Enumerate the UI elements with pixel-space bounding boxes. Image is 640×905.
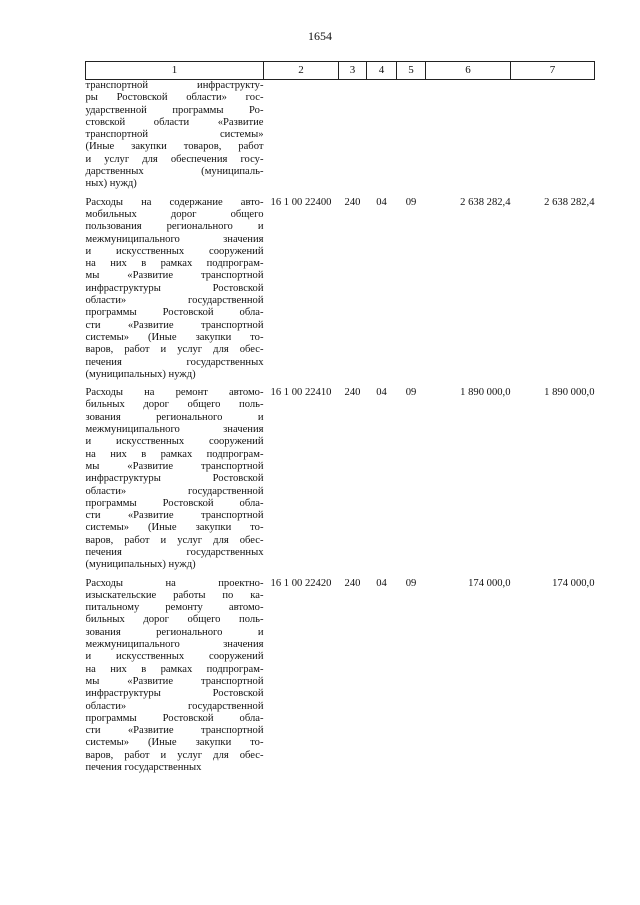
amount-total-cell <box>511 80 595 191</box>
expense-name-line: инфраструктуры Ростовской <box>85 282 264 294</box>
expense-name-line: сти «Развитие транспортной <box>85 725 264 737</box>
expense-name-line: на них в рамках подпрограм- <box>85 663 264 675</box>
amount-cell: 174 000,0 <box>468 577 511 589</box>
section-cell: 04 <box>376 387 387 399</box>
expense-name-line: системы» (Иные закупки то- <box>85 522 264 534</box>
expense-name-cell <box>86 381 264 571</box>
expense-name-line: транспортной инфраструкту- <box>85 80 264 91</box>
table-row <box>86 572 595 775</box>
header-col-1: 1 <box>86 62 264 80</box>
expense-name-line: пользования регионального и <box>85 221 264 233</box>
expense-name-line: мы «Развитие транспортной <box>85 270 264 282</box>
expense-name-line: (Иные закупки товаров, работ <box>85 141 264 153</box>
amount-cell: 1 890 000,0 <box>460 387 511 399</box>
header-col-3: 3 <box>339 62 367 80</box>
expense-name-line: программы Ростовской обла- <box>85 307 264 319</box>
subsection-cell: 09 <box>405 196 417 208</box>
expense-name-line: системы» (Иные закупки то- <box>85 737 264 749</box>
expense-name-line: (муниципальных) нужд) <box>85 368 196 380</box>
expense-name-line: транспортной системы» <box>85 129 264 141</box>
expense-name-line: стовской области «Развитие <box>85 116 264 128</box>
expense-name-line: (муниципальных) нужд) <box>85 559 196 571</box>
expense-name-line: программы Ростовской обла- <box>85 712 264 724</box>
expense-name-line: межмуниципального значения <box>85 639 264 651</box>
amount-total-cell: 2 638 282,4 <box>544 196 595 208</box>
header-col-6: 6 <box>426 62 511 80</box>
expense-name-line: и услуг для обеспечения госу- <box>85 153 264 165</box>
expense-name-line: мы «Развитие транспортной <box>85 460 264 472</box>
expense-name-line: бильных дорог общего поль- <box>85 614 264 626</box>
expense-type-cell <box>339 80 367 191</box>
expense-name-cell <box>86 80 264 191</box>
expense-name-line: системы» (Иные закупки то- <box>85 331 264 343</box>
expense-name-line: Расходы на содержание авто- <box>85 196 264 208</box>
expense-name-line: области» государственной <box>85 485 264 497</box>
expense-name-line: сти «Развитие транспортной <box>85 319 264 331</box>
expense-name-line: мы «Развитие транспортной <box>85 675 264 687</box>
expense-name-line: сти «Развитие транспортной <box>85 510 264 522</box>
expense-type-cell: 240 <box>344 387 361 399</box>
page-number: 1654 <box>308 29 332 43</box>
expense-name-line: области» государственной <box>85 295 264 307</box>
expense-name-line: межмуниципального значения <box>85 233 264 245</box>
header-row <box>86 62 595 80</box>
expense-name-line: зования регионального и <box>85 411 264 423</box>
expense-name-line: Расходы на проектно- <box>85 577 264 589</box>
expense-name-line: мобильных дорог общего <box>85 208 264 220</box>
table-row <box>86 80 595 191</box>
subsection-cell: 09 <box>405 577 417 589</box>
expense-name-line: печения государственных <box>85 356 264 368</box>
expense-name-line: межмуниципального значения <box>85 424 264 436</box>
expense-name-line: и искусственных сооружений <box>85 436 264 448</box>
expense-name-line: варов, работ и услуг для обес- <box>85 749 264 761</box>
amount-total-cell: 174 000,0 <box>552 577 595 589</box>
amount-cell: 2 638 282,4 <box>460 196 511 208</box>
budget-table <box>85 61 595 774</box>
header-col-5: 5 <box>397 62 426 80</box>
expense-name-line: питальному ремонту автомо- <box>85 602 264 614</box>
table-row <box>86 191 595 381</box>
expense-name-line: дарственных (муниципаль- <box>85 166 264 178</box>
expense-name-line: печения государственных <box>85 762 202 774</box>
expense-name-line: изыскательские работы по ка- <box>85 589 264 601</box>
subsection-cell: 09 <box>405 387 417 399</box>
expense-name-cell <box>86 191 264 381</box>
target-article-cell <box>264 80 339 191</box>
expense-name-line: программы Ростовской обла- <box>85 497 264 509</box>
header-col-4: 4 <box>367 62 397 80</box>
expense-name-line: бильных дорог общего поль- <box>85 399 264 411</box>
table-row <box>86 381 595 571</box>
expense-name-line: и искусственных сооружений <box>85 651 264 663</box>
subsection-cell <box>397 80 426 191</box>
expense-name-line: Расходы на ремонт автомо- <box>85 387 264 399</box>
expense-name-line: варов, работ и услуг для обес- <box>85 534 264 546</box>
section-cell <box>367 80 397 191</box>
amount-total-cell: 1 890 000,0 <box>544 387 595 399</box>
section-cell: 04 <box>376 196 387 208</box>
expense-type-cell: 240 <box>344 196 361 208</box>
expense-name-line: на них в рамках подпрограм- <box>85 448 264 460</box>
expense-name-line: ударственной программы Ро- <box>85 104 264 116</box>
target-article-cell: 16 1 00 22410 <box>270 387 332 399</box>
header-col-2: 2 <box>264 62 339 80</box>
expense-type-cell: 240 <box>344 577 361 589</box>
expense-name-line: зования регионального и <box>85 626 264 638</box>
amount-cell <box>426 80 511 191</box>
expense-name-line: и искусственных сооружений <box>85 245 264 257</box>
target-article-cell: 16 1 00 22400 <box>270 196 332 208</box>
expense-name-line: ных) нужд) <box>85 178 137 190</box>
target-article-cell: 16 1 00 22420 <box>270 577 332 589</box>
expense-name-line: печения государственных <box>85 546 264 558</box>
expense-name-line: инфраструктуры Ростовской <box>85 473 264 485</box>
expense-name-line: инфраструктуры Ростовской <box>85 688 264 700</box>
section-cell: 04 <box>376 577 387 589</box>
expense-name-line: варов, работ и услуг для обес- <box>85 344 264 356</box>
expense-name-cell <box>86 572 264 775</box>
expense-name-line: области» государственной <box>85 700 264 712</box>
header-col-7: 7 <box>511 62 595 80</box>
expense-name-line: на них в рамках подпрограм- <box>85 258 264 270</box>
expense-name-line: ры Ростовской области» гос- <box>85 92 264 104</box>
table-body <box>86 80 595 775</box>
